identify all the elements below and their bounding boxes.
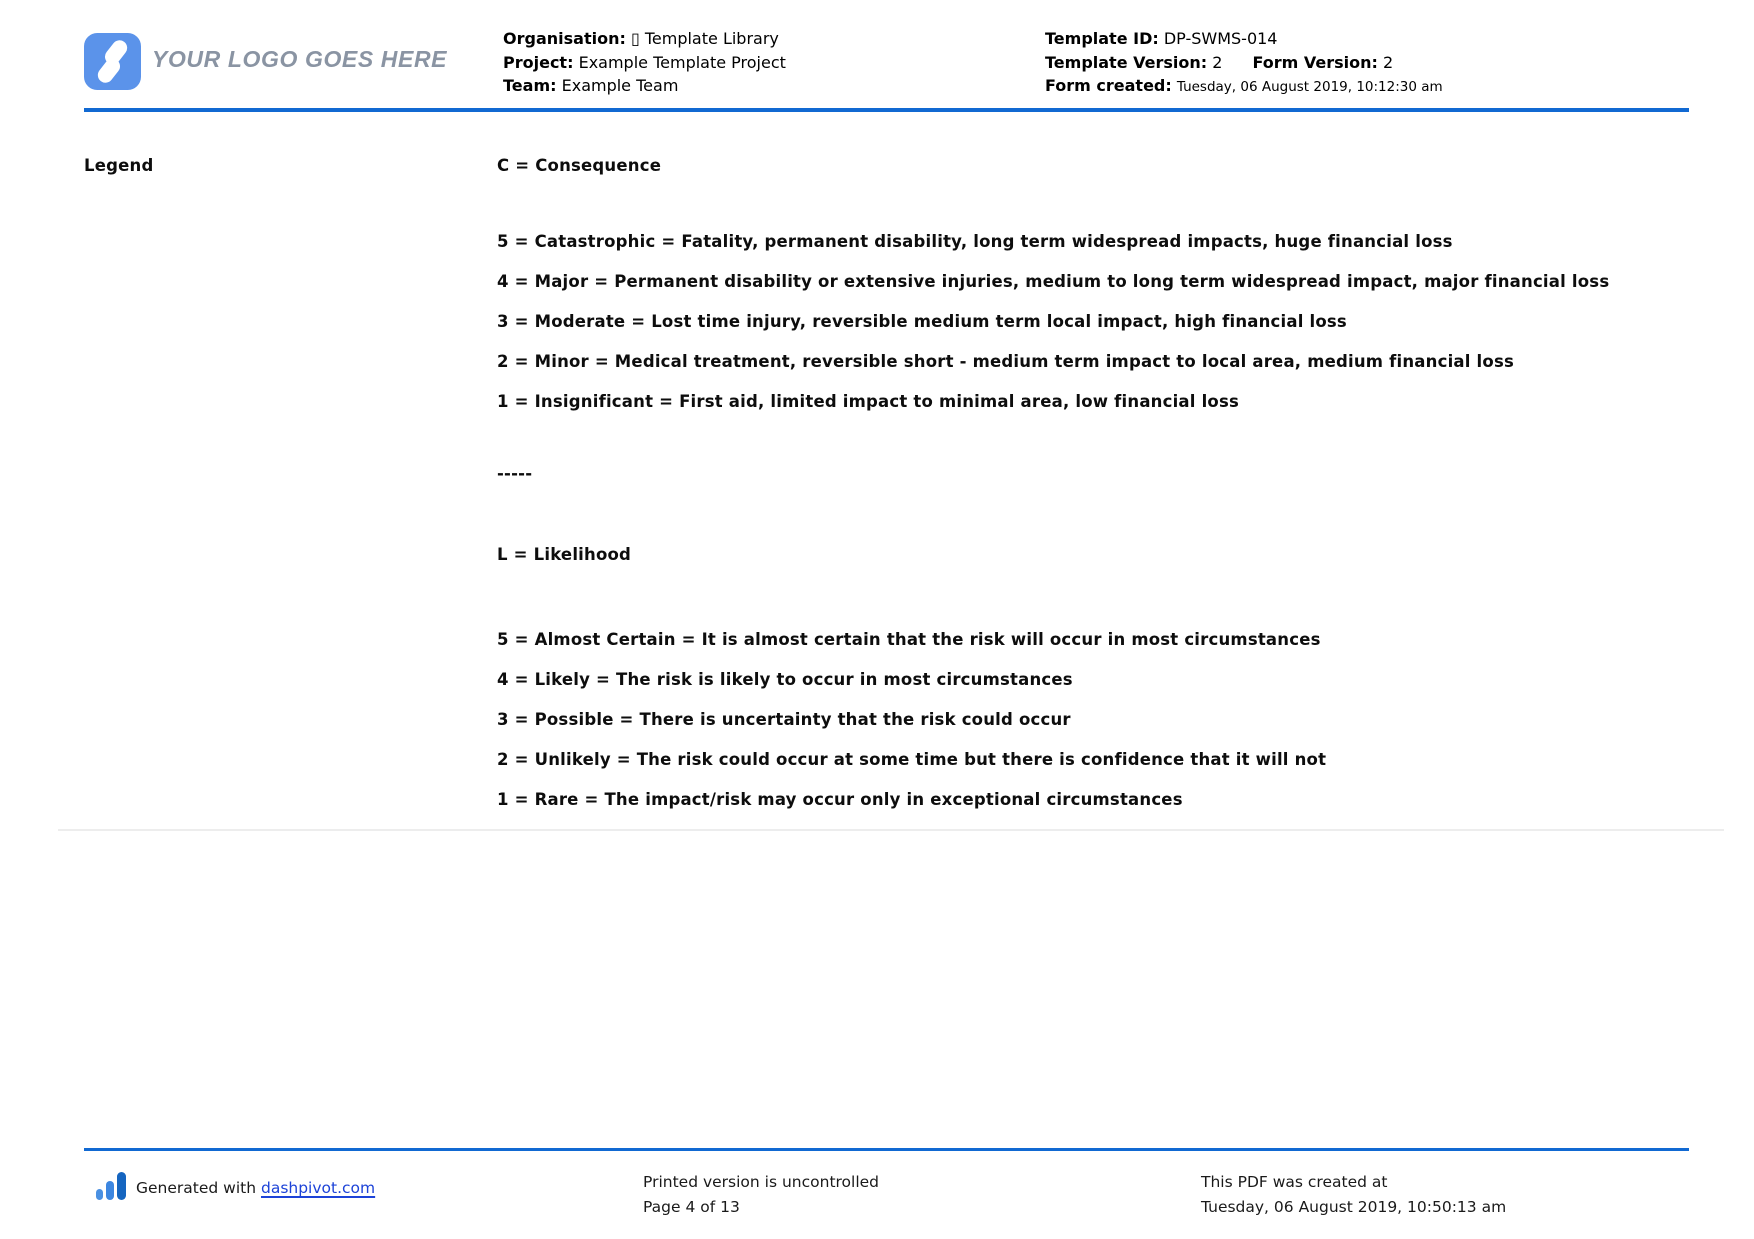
generated-with-text: Generated with [136,1179,257,1197]
likelihood-item: 3 = Possible = There is uncertainty that the risk could occur [497,710,1071,729]
form-created-field [1045,74,1443,100]
template-version-value: 2 [1212,52,1223,72]
template-id-field [1045,27,1443,51]
footer-center [643,1170,879,1220]
organisation-value: ▯ Template Library [630,29,779,48]
team-label: Team: [503,76,557,95]
project-label: Project: [503,52,574,72]
created-at-label: This PDF was created at [1201,1173,1388,1191]
form-version-label: Form Version: [1252,52,1378,72]
likelihood-item: 4 = Likely = The risk is likely to occur in most circumstances [497,670,1073,689]
organisation-label: Organisation: [503,29,626,48]
legend-title: Legend [84,156,154,175]
consequence-item: 4 = Major = Permanent disability or extensive injuries, medium to long term widespread impact, major financial loss [497,272,1610,291]
logo-placeholder-text: YOUR LOGO GOES HERE [152,46,448,72]
header-template-info [1045,27,1443,100]
consequence-item: 3 = Moderate = Lost time injury, reversible medium term local impact, high financial loss [497,312,1347,331]
page-number: Page 4 of 13 [643,1198,740,1216]
legend-separator: ----- [497,464,533,483]
template-id-label: Template ID: [1045,29,1159,48]
created-at-timestamp: Tuesday, 06 August 2019, 10:50:13 am [1201,1198,1507,1216]
likelihood-heading: L = Likelihood [497,545,632,564]
dashpivot-bars-icon [95,1170,129,1200]
template-version-label: Template Version: [1045,52,1208,72]
organisation-field [503,27,786,51]
likelihood-item: 2 = Unlikely = The risk could occur at some time but there is confidence that it will not [497,750,1327,769]
consequence-heading: C = Consequence [497,156,662,175]
consequence-item: 2 = Minor = Medical treatment, reversible short - medium term impact to local area, medium financial loss [497,352,1514,371]
consequence-item: 1 = Insignificant = First aid, limited impact to minimal area, low financial loss [497,392,1239,411]
consequence-item: 5 = Catastrophic = Fatality, permanent disability, long term widespread impacts, huge financial loss [497,232,1453,251]
project-field [503,51,786,75]
versions-field [1045,51,1443,75]
template-id-value: DP-SWMS-014 [1163,29,1278,48]
team-value: Example Team [561,76,679,95]
form-version-value: 2 [1382,52,1394,72]
form-created-value: Tuesday, 06 August 2019, 10:12:30 am [1176,79,1443,95]
uncontrolled-note: Printed version is uncontrolled [643,1173,880,1191]
footer-divider-rule [84,1148,1689,1151]
project-value: Example Template Project [578,52,786,72]
likelihood-item: 1 = Rare = The impact/risk may occur only in exceptional circumstances [497,790,1183,809]
form-created-label: Form created: [1045,76,1172,95]
header-project-info [503,27,786,98]
dashpivot-link[interactable]: dashpivot.com [260,1179,376,1197]
generated-with-line [136,1176,375,1201]
company-logo-icon [84,33,141,90]
team-field [503,74,786,98]
section-divider [58,829,1724,831]
footer-created-at [1201,1170,1506,1220]
header-divider-rule [84,108,1689,112]
likelihood-item: 5 = Almost Certain = It is almost certain that the risk will occur in most circumstances [497,630,1321,649]
